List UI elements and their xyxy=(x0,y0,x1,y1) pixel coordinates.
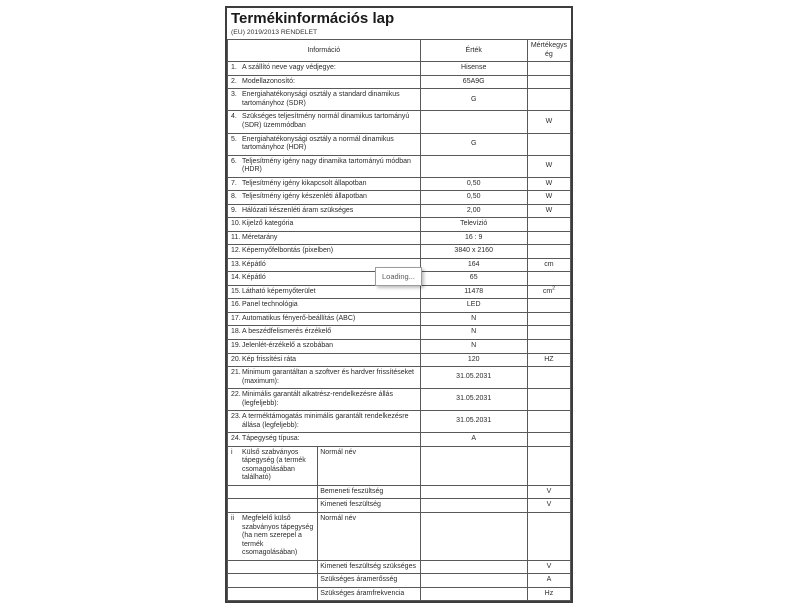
row-number: 24. xyxy=(231,435,241,443)
row-label: Megfelelő külső szabványos tápegység (ha nem szerepel a termék csomagolásában) xyxy=(242,514,314,557)
row-sub-label: Kimeneti feszültség szükséges xyxy=(318,560,420,574)
row-value xyxy=(420,499,527,513)
row-value: 16 : 9 xyxy=(420,231,527,245)
page-title: Termékinformációs lap xyxy=(231,10,395,27)
row-unit xyxy=(527,433,570,447)
row-value xyxy=(420,560,527,574)
row-number: 23. xyxy=(231,413,241,421)
row-unit: A xyxy=(527,574,570,588)
row-unit: W xyxy=(527,177,570,191)
row-value xyxy=(420,512,527,560)
row-number: 21. xyxy=(231,369,241,377)
row-value: 31.05.2031 xyxy=(420,389,527,411)
table-row xyxy=(228,75,571,89)
row-number: 3. xyxy=(231,91,237,99)
row-unit xyxy=(527,512,570,560)
row-label: Képátló xyxy=(242,274,266,282)
table-row xyxy=(228,433,571,447)
product-fiche-document xyxy=(225,6,573,603)
row-value: 31.05.2031 xyxy=(420,411,527,433)
row-unit xyxy=(527,367,570,389)
row-value: G xyxy=(420,89,527,111)
row-value: A xyxy=(420,433,527,447)
row-value: N xyxy=(420,312,527,326)
row-unit: W xyxy=(527,204,570,218)
row-number: 16. xyxy=(231,301,241,309)
loading-tooltip xyxy=(375,267,422,286)
table-row xyxy=(228,204,571,218)
row-unit: V xyxy=(527,560,570,574)
table-sub-row xyxy=(228,485,571,499)
table-sub-row xyxy=(228,446,571,485)
row-label: Méretarány xyxy=(242,233,278,241)
row-value: Hisense xyxy=(420,62,527,76)
row-label: Energiahatékonysági osztály a standard dinamikus tartományhoz (SDR) xyxy=(242,91,400,107)
row-label: Energiahatékonysági osztály a normál dinamikus tartományhoz (HDR) xyxy=(242,135,394,152)
table-body xyxy=(228,62,571,601)
row-label: Minimum garantáltan a szoftver és hardver frissítéseket (maximum): xyxy=(242,369,414,385)
row-number: 8. xyxy=(231,193,237,201)
row-number: 19. xyxy=(231,342,241,349)
table-row xyxy=(228,111,571,133)
row-number: 20. xyxy=(231,355,241,363)
row-unit xyxy=(527,326,570,340)
row-value xyxy=(420,446,527,485)
row-sub-label: Normál név xyxy=(318,446,420,485)
table-sub-row xyxy=(228,560,571,574)
row-value: G xyxy=(420,133,527,155)
table-row xyxy=(228,389,571,411)
row-label: Szükséges teljesítmény normál dinamikus tartományú (SDR) üzemmódban xyxy=(242,113,410,129)
row-unit xyxy=(527,75,570,89)
row-number: 2. xyxy=(231,77,237,85)
row-number: 6. xyxy=(231,157,237,165)
row-value: 0,50 xyxy=(420,177,527,191)
row-label: Hálózati készenléti áram szükséges xyxy=(242,206,354,214)
row-sub-label: Normál név xyxy=(318,512,420,560)
row-unit: V xyxy=(527,499,570,513)
row-value: 164 xyxy=(420,258,527,272)
table-row xyxy=(228,312,571,326)
row-value: Televízió xyxy=(420,218,527,232)
table-sub-row xyxy=(228,499,571,513)
column-header-value: Érték xyxy=(420,40,527,62)
row-unit xyxy=(527,133,570,155)
row-unit xyxy=(527,89,570,111)
row-value: 65A9G xyxy=(420,75,527,89)
row-value: 65 xyxy=(420,272,527,286)
row-label: Teljesítmény igény kikapcsolt állapotban xyxy=(242,179,367,187)
row-sub-label: Bemeneti feszültség xyxy=(318,485,420,499)
row-unit xyxy=(527,218,570,232)
row-number: 17. xyxy=(231,314,241,322)
row-value: 11478 xyxy=(420,285,527,299)
row-number: 10. xyxy=(231,220,241,228)
table-row xyxy=(228,245,571,259)
row-label: Kép frissítési ráta xyxy=(242,355,297,363)
row-unit xyxy=(527,411,570,433)
table-sub-row xyxy=(228,587,571,601)
table-row xyxy=(228,89,571,111)
column-header-unit: Mértékegység xyxy=(527,40,570,62)
row-number: 7. xyxy=(231,179,237,187)
row-label: A beszédfelismerés érzékelő xyxy=(242,328,332,336)
table-row xyxy=(228,62,571,76)
row-sub-label: Szükséges áramerősség xyxy=(318,574,420,588)
row-label: A szállító neve vagy védjegye: xyxy=(242,64,336,72)
row-unit xyxy=(527,272,570,286)
row-label: A terméktámogatás minimális garantált rendelkezésre állása (legfeljebb): xyxy=(242,413,409,429)
row-value xyxy=(420,111,527,133)
row-label: Minimális garantált alkatrész-rendelkezésre állás (legfeljebb): xyxy=(242,391,393,407)
row-unit xyxy=(527,340,570,354)
table-row xyxy=(228,231,571,245)
row-value: 0,50 xyxy=(420,191,527,205)
row-unit: HZ xyxy=(527,353,570,367)
row-sub-label: Kimeneti feszültség xyxy=(318,499,420,513)
product-info-table xyxy=(227,39,571,601)
row-unit: W xyxy=(527,111,570,133)
row-number: 13. xyxy=(231,260,241,268)
table-sub-row xyxy=(228,574,571,588)
row-number: 1. xyxy=(231,64,237,72)
table-row xyxy=(228,367,571,389)
document-header xyxy=(227,8,571,39)
row-value xyxy=(420,485,527,499)
row-number: ii xyxy=(231,514,235,522)
table-row xyxy=(228,191,571,205)
row-value: N xyxy=(420,326,527,340)
row-value xyxy=(420,574,527,588)
row-unit: W xyxy=(527,191,570,205)
row-value: 3840 x 2160 xyxy=(420,245,527,259)
row-unit xyxy=(527,245,570,259)
row-number: 22. xyxy=(231,391,241,399)
table-row xyxy=(228,285,571,299)
row-number: 15. xyxy=(231,287,241,295)
row-value: LED xyxy=(420,299,527,313)
row-value xyxy=(420,587,527,601)
row-unit: W xyxy=(527,155,570,177)
row-label: Képátló xyxy=(242,260,266,268)
row-number: 11. xyxy=(231,233,241,241)
row-number: 12. xyxy=(231,247,241,255)
table-row xyxy=(228,411,571,433)
row-unit: V xyxy=(527,485,570,499)
row-value: 2,00 xyxy=(420,204,527,218)
row-value: 31.05.2031 xyxy=(420,367,527,389)
row-label: Panel technológia xyxy=(242,301,298,309)
row-label: Külső szabványos tápegység (a termék csomagolásában található) xyxy=(242,448,306,482)
row-value: 120 xyxy=(420,353,527,367)
row-unit xyxy=(527,299,570,313)
row-label: Képernyőfelbontás (pixelben) xyxy=(242,247,334,255)
row-label: Modellazonosító: xyxy=(242,77,295,85)
row-number: 5. xyxy=(231,135,237,143)
row-number: 18. xyxy=(231,328,241,336)
table-row xyxy=(228,353,571,367)
loading-text: Loading... xyxy=(382,272,415,281)
table-row xyxy=(228,218,571,232)
table-sub-row xyxy=(228,512,571,560)
row-number: i xyxy=(231,448,233,456)
row-unit: Hz xyxy=(527,587,570,601)
row-number: 14. xyxy=(231,274,241,282)
row-label: Látható képernyőterület xyxy=(242,287,316,295)
row-label: Kijelző kategória xyxy=(242,220,294,228)
table-row xyxy=(228,340,571,354)
table-row xyxy=(228,155,571,177)
row-number: 4. xyxy=(231,113,237,121)
row-unit xyxy=(527,62,570,76)
row-label: Automatikus fényerő-beállítás (ABC) xyxy=(242,314,356,322)
table-row xyxy=(228,326,571,340)
row-unit: cm xyxy=(527,258,570,272)
row-unit xyxy=(527,389,570,411)
row-label: Teljesítmény igény nagy dinamika tartományú módban (HDR) xyxy=(242,157,411,174)
row-unit xyxy=(527,231,570,245)
row-number: 9. xyxy=(231,206,237,214)
table-row xyxy=(228,299,571,313)
row-unit: $cm^2$ xyxy=(527,285,570,299)
row-sub-label: Szükséges áramfrekvencia xyxy=(318,587,420,601)
page-subtitle: (EU) 2019/2013 RENDELET xyxy=(231,29,318,37)
row-value xyxy=(420,155,527,177)
row-label: Teljesítmény igény készenléti állapotban xyxy=(242,193,367,201)
row-unit xyxy=(527,446,570,485)
table-row xyxy=(228,177,571,191)
row-value: N xyxy=(420,340,527,354)
column-header-info: Információ xyxy=(228,40,421,62)
row-label: Jelenlét-érzékelő a szobában xyxy=(242,342,334,349)
row-unit xyxy=(527,312,570,326)
table-row xyxy=(228,133,571,155)
row-label: Tápegység típusa: xyxy=(242,435,300,443)
table-header-row xyxy=(228,40,571,62)
